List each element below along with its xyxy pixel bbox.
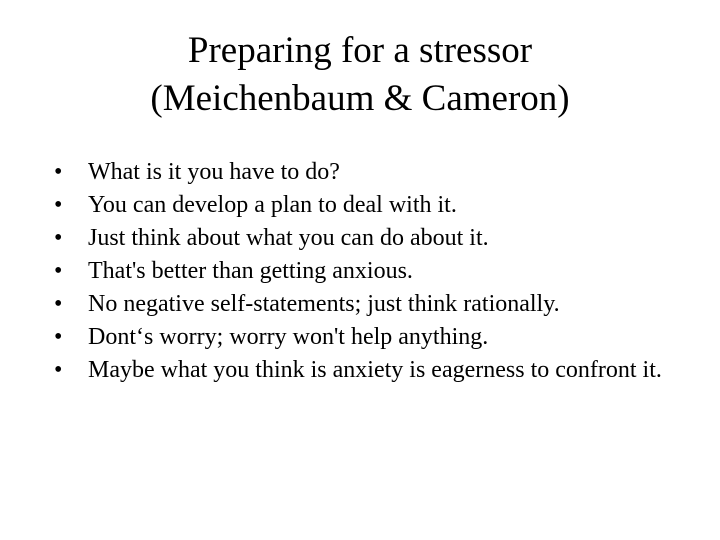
bullet-item [45, 224, 685, 253]
slide-title [0, 27, 720, 123]
bullet-icon: • [54, 291, 63, 317]
bullet-icon: • [54, 357, 63, 383]
title-line-1: Preparing for a stressor [187, 30, 533, 71]
title-line-2: (Meichenbaum & Cameron) [150, 78, 570, 119]
bullet-item [45, 356, 685, 385]
bullet-item [45, 323, 685, 352]
bullet-item [45, 290, 685, 319]
bullet-text: You can develop a plan to deal with it. [88, 192, 457, 218]
bullet-icon: • [54, 324, 63, 350]
bullet-text: Maybe what you think is anxiety is eagerness to confront it. [88, 357, 662, 383]
bullet-item [45, 158, 685, 187]
bullet-icon: • [54, 225, 63, 251]
bullet-icon: • [54, 192, 63, 218]
bullet-icon: • [54, 258, 63, 284]
bullet-icon: • [54, 159, 63, 185]
bullet-text: That's better than getting anxious. [88, 258, 413, 284]
bullet-text: What is it you have to do? [88, 159, 340, 185]
bullet-text: Just think about what you can do about it. [88, 225, 489, 251]
bullet-item [45, 257, 685, 286]
bullet-list [45, 158, 685, 389]
bullet-item [45, 191, 685, 220]
bullet-text: No negative self-statements; just think rationally. [88, 291, 560, 317]
bullet-text: Dont‘s worry; worry won't help anything. [88, 324, 489, 350]
